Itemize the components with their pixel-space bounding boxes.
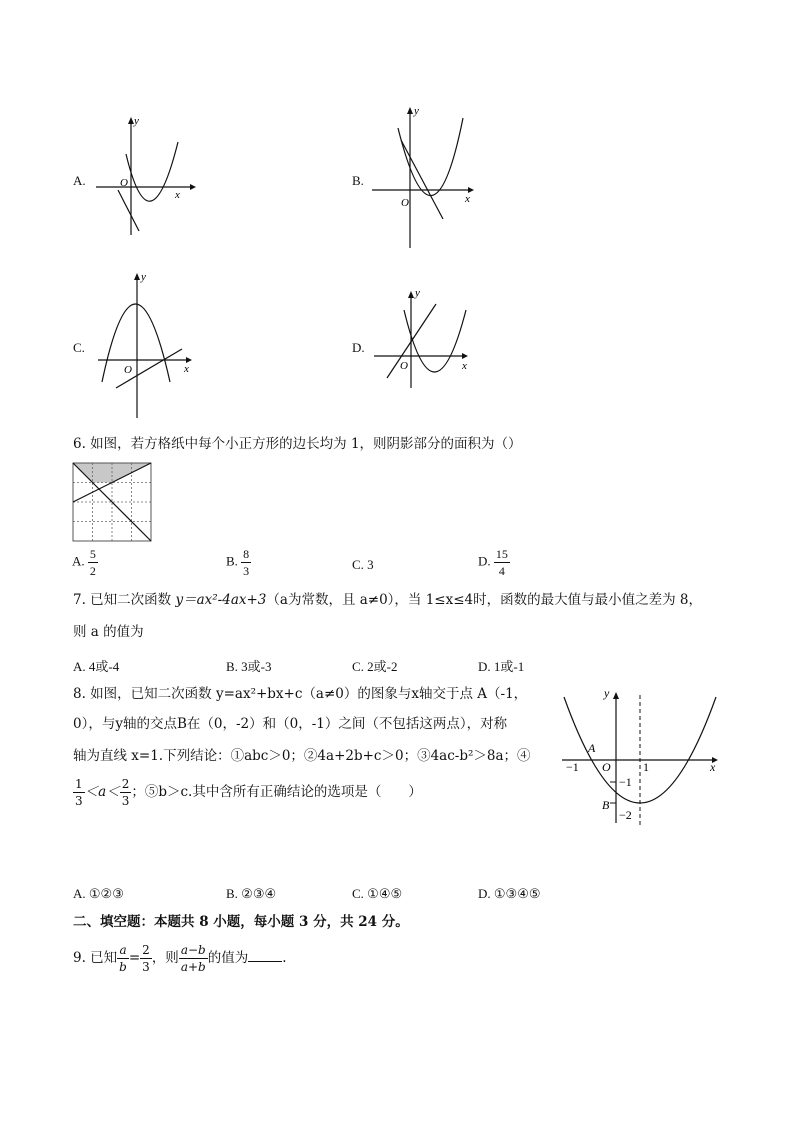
y-axis-label: y [604, 686, 610, 700]
x-axis-label: x [465, 193, 470, 205]
x-axis-label: x [710, 760, 716, 774]
q7-choice-b[interactable]: B. 3或-3 [226, 659, 272, 674]
question-8-line-4: $\frac{1}{3}$ ＜a＜ $\frac{2}{3}$ ；⑤b＞c.其中含所有正确结论的选项是（ ） [75, 777, 422, 808]
question-8-line-1: 8. 如图，已知二次函数 y=ax²+bx+c（a≠0）的图象与x轴交于点 A（-1， [73, 686, 528, 702]
q8-choice-b[interactable]: B. ②③④ [226, 886, 277, 901]
origin-label: O [400, 360, 408, 372]
option-a-label: A. [73, 173, 86, 188]
origin-label: O [124, 364, 132, 376]
question-7-line-1: 7. 已知二次函数 y＝ax²-4ax+3（a为常数，且 a≠0），当 1≤x≤4时，函数的最大值与最小值之差为 8， [73, 592, 703, 608]
x-axis-label: x [184, 363, 189, 375]
q7-choice-d[interactable]: D. 1或-1 [478, 659, 525, 674]
graph-option-d [370, 284, 476, 394]
question-8-line-3: 轴为直线 x=1.下列结论：①abc＞0；②4a+2b+c＞0；③4ac-b²＞8a；④ [73, 748, 531, 764]
q7-choice-c[interactable]: C. 2或-2 [352, 659, 398, 674]
q8-choice-a[interactable]: A. ①②③ [73, 886, 124, 901]
q6-choice-d[interactable]: D. $\frac{15}{4}$ [478, 547, 508, 578]
tick-y-minus-2: −2 [619, 808, 632, 822]
graph-option-c [94, 266, 200, 420]
question-6-text: 6. 如图，若方格纸中每个小正方形的边长均为 1，则阴影部分的面积为（） [73, 436, 522, 452]
option-d-label: D. [352, 340, 365, 355]
graph-q8-parabola [560, 685, 735, 827]
question-8-line-2: 0），与y轴的交点B在（0，-2）和（0，-1）之间（不包括这两点），对称 [73, 716, 508, 732]
tick-y-minus-1: −1 [619, 775, 632, 789]
tick-x-1: 1 [643, 760, 649, 774]
origin-label: O [120, 177, 128, 189]
x-axis-label: x [175, 189, 180, 201]
graph-option-a [90, 108, 200, 240]
q8-choice-c[interactable]: C. ①④⑤ [352, 886, 403, 901]
option-b-label: B. [352, 173, 364, 188]
origin-label: O [602, 760, 611, 774]
section-2-title: 二、填空题：本题共 8 小题，每小题 3 分，共 24 分。 [73, 914, 409, 930]
question-9-text: 9. 已知 $\frac{a}{b}$ = $\frac{2}{3}$ ，则 $\frac{a-b}{a+b}$ 的值为 . [73, 943, 287, 974]
answer-blank[interactable] [248, 961, 282, 962]
graph-option-b [368, 100, 478, 252]
question-7-line-2: 则 a 的值为 [73, 624, 144, 640]
q6-choice-a[interactable]: A. $\frac{5}{2}$ [72, 547, 96, 578]
y-axis-label: y [414, 105, 419, 117]
point-a-label: A [588, 741, 596, 755]
y-axis-label: y [415, 287, 420, 299]
origin-label: O [401, 197, 409, 209]
y-axis-label: y [141, 271, 146, 283]
point-b-label: B [602, 798, 610, 812]
q6-choice-b[interactable]: B. $\frac{8}{3}$ [226, 547, 250, 578]
grid-figure-q6 [72, 462, 152, 542]
q8-choice-d[interactable]: D. ①③④⑤ [478, 886, 541, 901]
x-axis-label: x [462, 360, 467, 372]
q6-choice-c[interactable]: C. 3 [352, 557, 374, 572]
option-c-label: C. [73, 340, 85, 355]
y-axis-label: y [134, 115, 139, 127]
q7-choice-a[interactable]: A. 4或-4 [73, 659, 120, 674]
tick-x-minus-1: −1 [566, 760, 579, 774]
